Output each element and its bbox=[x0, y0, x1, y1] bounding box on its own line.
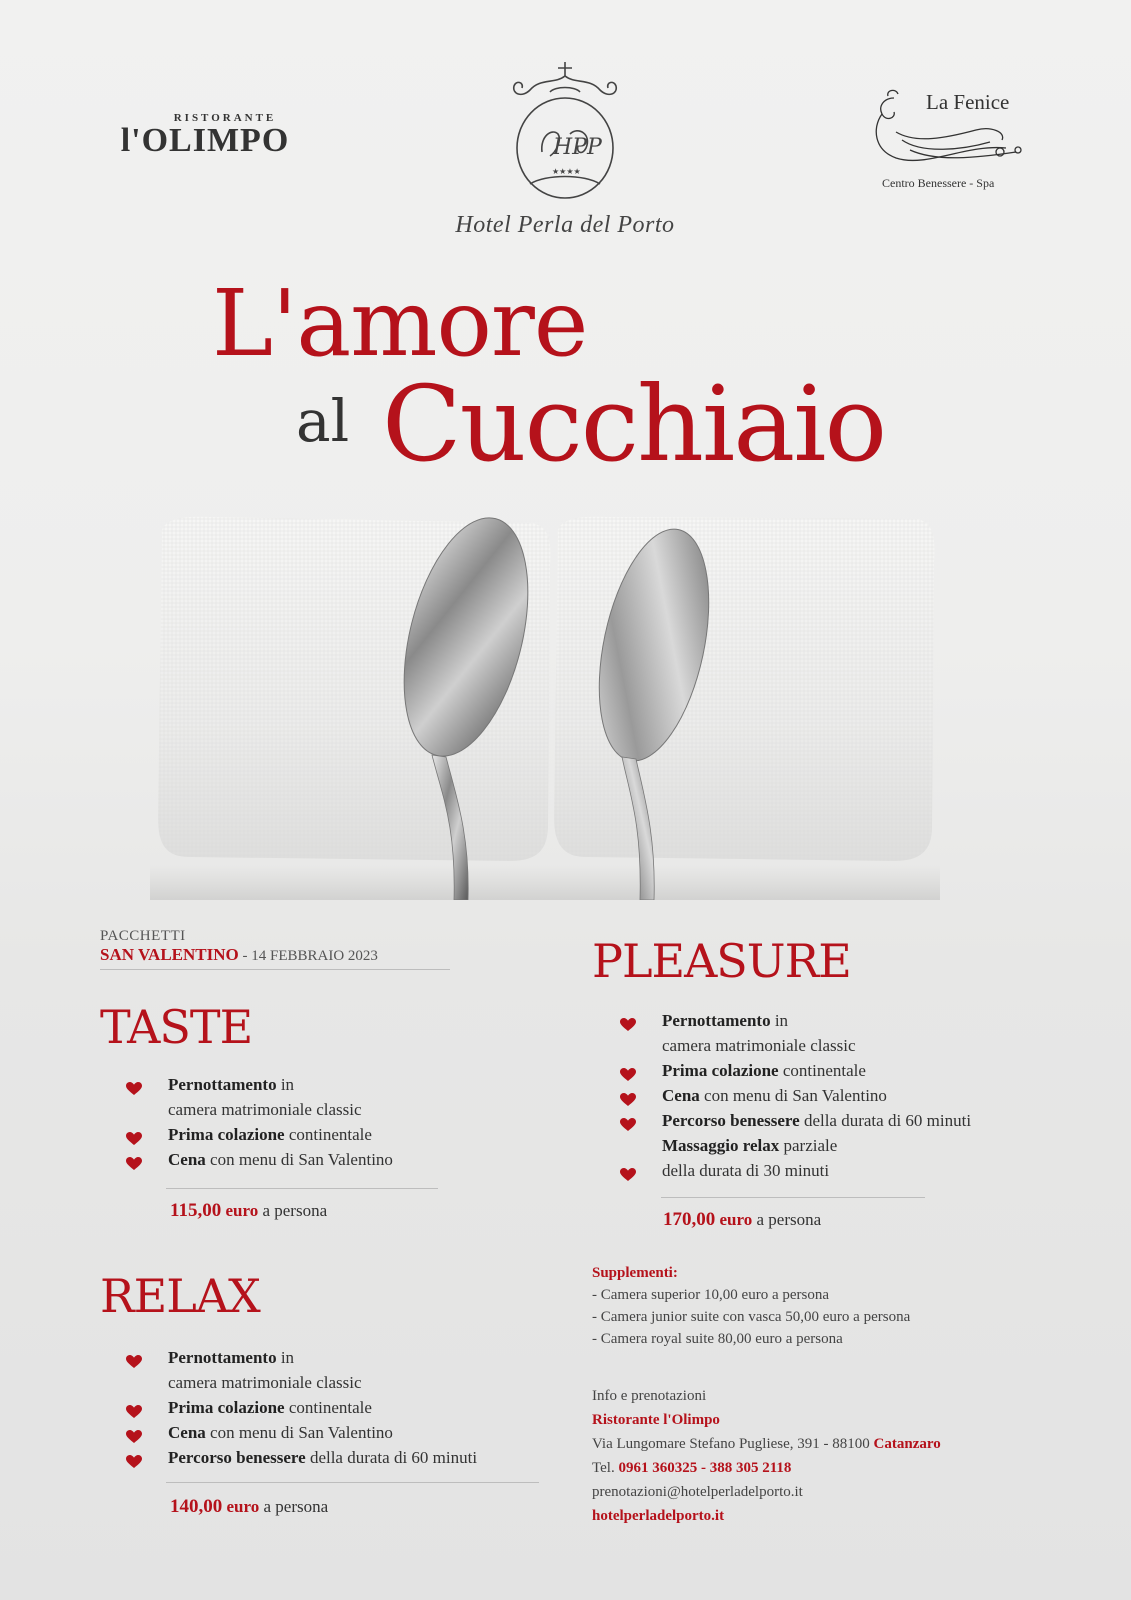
list-item: Cena con menu di San Valentino bbox=[126, 1420, 566, 1445]
fenice-logo bbox=[866, 88, 1036, 190]
taste-divider bbox=[166, 1188, 438, 1189]
list-item: Massaggio relax parziale bbox=[662, 1136, 838, 1155]
pleasure-price: 170,00 euro a persona bbox=[663, 1209, 822, 1230]
heart-icon bbox=[126, 1451, 142, 1465]
list-item: Cena con menu di San Valentino bbox=[620, 1083, 1040, 1108]
list-item: della durata di 30 minuti bbox=[620, 1158, 1040, 1183]
hotel-name: Hotel Perla del Porto bbox=[455, 212, 675, 238]
relax-heading: RELAX bbox=[100, 1269, 260, 1323]
list-item: camera matrimoniale classic bbox=[662, 1036, 856, 1055]
olimpo-logo-name: l'OLIMPO bbox=[120, 122, 290, 159]
list-item: Cena con menu di San Valentino bbox=[126, 1147, 466, 1172]
list-item: Percorso benessere della durata di 60 minuti bbox=[620, 1108, 1040, 1133]
heart-icon bbox=[620, 1014, 636, 1028]
heart-icon bbox=[620, 1064, 636, 1078]
supplement-line: - Camera junior suite con vasca 50,00 euro a persona bbox=[592, 1309, 911, 1325]
info-label: Info e prenotazioni bbox=[592, 1388, 707, 1404]
list-item: Prima colazione continentale bbox=[126, 1395, 566, 1420]
svg-text:★★★★: ★★★★ bbox=[552, 167, 581, 176]
heart-icon bbox=[126, 1351, 142, 1365]
info-block bbox=[592, 1384, 941, 1528]
list-item: Pernottamento in bbox=[126, 1072, 466, 1097]
info-restaurant-name: Ristorante l'Olimpo bbox=[592, 1412, 720, 1428]
title-line-2-main: Cucchiaio bbox=[382, 363, 886, 485]
info-email[interactable]: prenotazioni@hotelperladelporto.it bbox=[592, 1484, 803, 1500]
list-item: Pernottamento in bbox=[620, 1008, 1040, 1033]
pleasure-heading: PLEASURE bbox=[592, 934, 851, 988]
info-phone[interactable]: Tel. 0961 360325 - 388 305 2118 bbox=[592, 1460, 792, 1476]
list-item: Prima colazione continentale bbox=[126, 1122, 466, 1147]
list-item: camera matrimoniale classic bbox=[168, 1373, 362, 1392]
heart-icon bbox=[126, 1078, 142, 1092]
supplement-line: - Camera superior 10,00 euro a persona bbox=[592, 1287, 829, 1303]
supplements-block bbox=[592, 1262, 910, 1350]
list-item: camera matrimoniale classic bbox=[168, 1100, 362, 1119]
packages-intro bbox=[100, 928, 450, 970]
olimpo-logo bbox=[100, 112, 310, 158]
list-item: Percorso benessere della durata di 60 minuti bbox=[126, 1445, 566, 1470]
pleasure-divider bbox=[661, 1197, 925, 1198]
relax-divider bbox=[166, 1482, 539, 1483]
intro-event: SAN VALENTINO bbox=[100, 945, 239, 964]
heart-icon bbox=[126, 1401, 142, 1415]
heart-icon bbox=[126, 1128, 142, 1142]
relax-list bbox=[126, 1345, 566, 1470]
spoons-photo bbox=[150, 505, 940, 900]
heart-icon bbox=[126, 1426, 142, 1440]
relax-price: 140,00 euro a persona bbox=[170, 1496, 329, 1517]
heart-icon bbox=[126, 1153, 142, 1167]
info-website-link[interactable]: hotelperladelporto.it bbox=[592, 1508, 725, 1524]
heart-icon bbox=[620, 1164, 636, 1178]
intro-divider bbox=[100, 969, 450, 970]
taste-heading: TASTE bbox=[100, 1000, 253, 1054]
list-item: Prima colazione continentale bbox=[620, 1058, 1040, 1083]
olimpo-logo-small: RISTORANTE bbox=[173, 112, 277, 124]
list-item: Pernottamento in bbox=[126, 1345, 566, 1370]
fenice-name: La Fenice bbox=[926, 90, 1010, 114]
taste-list bbox=[126, 1072, 466, 1172]
taste-price: 115,00 euro a persona bbox=[170, 1200, 328, 1221]
title-line-2-prefix: al bbox=[296, 387, 350, 455]
supplements-heading: Supplementi: bbox=[592, 1265, 678, 1281]
hotel-crest-icon bbox=[500, 56, 630, 206]
fenice-subtitle: Centro Benessere - Spa bbox=[882, 176, 995, 190]
pleasure-list bbox=[620, 1008, 1040, 1183]
heart-icon bbox=[620, 1114, 636, 1128]
intro-line bbox=[100, 945, 450, 965]
supplement-line: - Camera royal suite 80,00 euro a persona bbox=[592, 1331, 843, 1347]
info-address: Via Lungomare Stefano Pugliese, 391 - 88100 Catanzaro bbox=[592, 1436, 941, 1452]
heart-icon bbox=[620, 1089, 636, 1103]
title-line-1: L'amore bbox=[212, 270, 588, 377]
hotel-logo bbox=[420, 56, 710, 239]
intro-date: - 14 FEBBRAIO 2023 bbox=[238, 948, 378, 964]
svg-text:HPP: HPP bbox=[553, 135, 602, 160]
intro-pre: PACCHETTI bbox=[100, 928, 186, 944]
